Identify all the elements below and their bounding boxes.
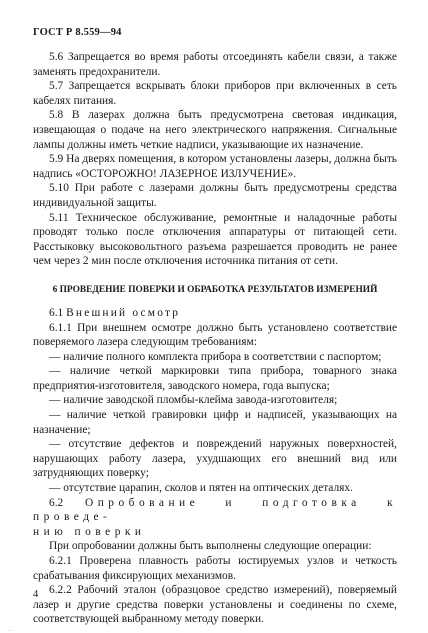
paragraph-6-2-1: 6.2.1 Проверена плавность работы юстируемых узлов и четкость срабатывания фиксирующих механизмов. — [33, 555, 397, 582]
paragraph-5-11: 5.11 Техническое обслуживание, ремонтные и наладочные работы проводят только после отключения аппаратуры от питающей сети. Расстыковку высоковольтного разъема разрешается проводить не ранее чем через 2 мин после отключения источника питания от сети. — [33, 211, 397, 268]
requirement-item: — наличие заводской пломбы-клейма завода-изготовителя; — [49, 394, 338, 407]
paragraph-5-6: 5.6 Запрещается во время работы отсоединять кабели связи, а также заменять предохранители. — [33, 51, 397, 78]
subsection-6-1-number: 6.1 — [49, 306, 64, 319]
section-6-title: 6 ПРОВЕДЕНИЕ ПОВЕРКИ И ОБРАБОТКА РЕЗУЛЬТАТОВ ИЗМЕРЕНИЙ — [52, 284, 378, 295]
requirement-item: — отсутствие царапин, сколов и пятен на оптических деталях. — [49, 482, 353, 495]
document-body — [33, 50, 397, 627]
paragraph-5-9: 5.9 На дверях помещения, в котором установлены лазеры, должна быть надпись «ОСТОРОЖНО! ЛАЗЕРНОЕ ИЗЛУЧЕНИЕ». — [33, 153, 397, 180]
subsection-6-1-heading — [33, 306, 397, 321]
footer-mark: . — [9, 625, 11, 633]
page-number: 4 — [33, 589, 39, 600]
subsection-6-2-title-line1: Опробование и подготовка к проведе- — [33, 496, 397, 524]
paragraph-6-1-1: 6.1.1 При внешнем осмотре должно быть установлено соответствие поверяемого лазера следующим требованиям: — [33, 321, 397, 349]
requirement-item: — отсутствие дефектов и повреждений наружных поверхностей, нарушающих работу лазера, ухудшающих его внешний вид или затрудняющих поверку; — [33, 438, 397, 480]
subsection-6-2-heading — [33, 496, 397, 525]
paragraph-5-10: 5.10 При работе с лазерами должны быть предусмотрены средства индивидуальной защиты. — [33, 182, 397, 209]
paragraph-6-2-intro: При опробовании должны быть выполнены следующие операции: — [49, 540, 372, 553]
subsection-6-2-title-line2 — [33, 525, 397, 540]
subsection-6-2-title-cont: нию поверки — [33, 525, 146, 538]
document-header: ГОСТ Р 8.559—94 — [33, 27, 122, 38]
paragraph-6-2-2: 6.2.2 Рабочий эталон (образцовое средство измерений), поверяемый лазер и другие средства поверки установлены и соединены по схеме, соответствующей выбранному методу поверки. — [33, 584, 397, 626]
paragraph-5-7: 5.7 Запрещается вскрывать блоки приборов при включенных в сеть кабелях питания. — [33, 80, 397, 107]
requirement-item: — наличие четкой маркировки типа прибора, товарного знака предприятия-изготовителя, заводского номера, года выпуска; — [33, 365, 397, 392]
paragraph-5-8: 5.8 В лазерах должна быть предусмотрена световая индикация, извещающая о подаче на него электрического напряжения. Сигнальные лампы должны иметь четкие надписи, указывающие их назначение. — [33, 109, 397, 151]
requirement-item: — наличие полного комплекта прибора в соответствии с паспортом; — [49, 350, 382, 363]
subsection-6-2-number: 6.2 — [49, 496, 64, 509]
requirement-item: — наличие четкой гравировки цифр и надписей, указывающих на назначение; — [33, 409, 397, 436]
subsection-6-1-title: Внешний осмотр — [66, 306, 181, 319]
